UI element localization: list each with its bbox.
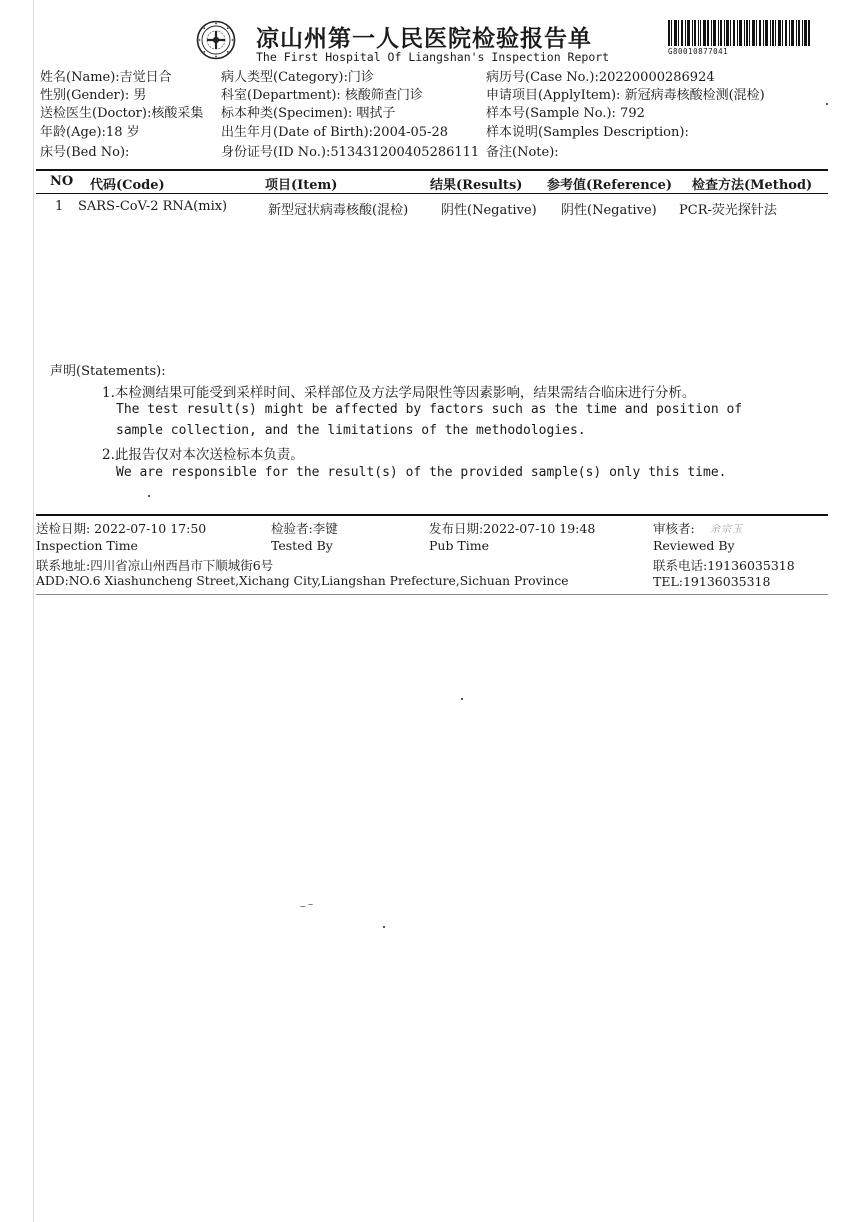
row-reference: 阴性(Negative) [561,203,657,218]
phone-en: TEL:19136035318 [653,574,771,589]
sample-number: 样本号(Sample No.): 792 [486,106,645,121]
scan-speck [461,698,463,700]
specimen-type: 标本种类(Specimen): 咽拭子 [221,106,396,121]
pub-time-label: Pub Time [429,538,490,553]
scan-speck [308,904,313,905]
row-no: 1 [55,199,64,214]
phone-cn: 联系电话:19136035318 [653,558,795,573]
reviewed-by-label: Reviewed By [653,538,735,553]
inspection-date: 送检日期: 2022-07-10 17:50 [36,521,207,536]
referring-doctor: 送检医生(Doctor):核酸采集 [40,106,204,121]
hospital-logo-icon [196,20,236,64]
footer-top-rule [36,514,828,516]
footer-bottom-rule [36,594,828,595]
col-header-reference: 参考值(Reference) [547,178,672,193]
statement-1-en-line1: The test result(s) might be affected by factors such as the time and position of [116,402,743,417]
barcode-number: G80010877041 [668,47,729,56]
report-title-cn: 凉山州第一人民医院检验报告单 [256,26,592,52]
statement-2-en: We are responsible for the result(s) of the provided sample(s) only this time. [116,465,727,480]
scan-speck [300,906,306,907]
patient-gender: 性别(Gender): 男 [40,88,147,103]
col-header-method: 检查方法(Method) [692,178,813,193]
department: 科室(Department): 核酸筛查门诊 [221,88,423,103]
row-item: 新型冠状病毒核酸(混检) [268,203,409,218]
col-header-code: 代码(Code) [90,178,165,193]
address-cn: 联系地址:四川省凉山州西昌市下顺城街6号 [36,558,274,573]
patient-category: 病人类型(Category):门诊 [221,70,374,85]
row-result: 阴性(Negative) [441,203,537,218]
scan-edge-line [33,0,34,1222]
note: 备注(Note): [486,145,559,160]
tested-by-label: Tested By [271,538,333,553]
address-en: ADD:NO.6 Xiashuncheng Street,Xichang City,Liangshan Prefecture,Sichuan Province [36,574,569,588]
col-header-item: 项目(Item) [265,178,338,193]
col-header-results: 结果(Results) [430,178,523,193]
statement-2-cn: 2.此报告仅对本次送检标本负责。 [102,447,304,463]
tested-by: 检验者:李键 [271,521,338,536]
reviewer: 审核者: [653,521,695,536]
table-top-rule [36,169,828,171]
statement-1-cn: 1.本检测结果可能受到采样时间、采样部位及方法学局限性等因素影响，结果需结合临床进行分析。 [102,385,696,401]
scan-speck [826,103,828,105]
row-method: PCR-荧光探针法 [679,203,777,218]
case-number: 病历号(Case No.):20220000286924 [486,70,715,85]
bed-number: 床号(Bed No): [40,145,130,160]
patient-age: 年龄(Age):18 岁 [40,125,140,140]
sample-description: 样本说明(Samples Description): [486,125,689,140]
report-title-en: The First Hospital Of Liangshan's Inspection Report [256,50,610,64]
pub-date: 发布日期:2022-07-10 19:48 [429,521,596,536]
row-code: SARS-CoV-2 RNA(mix) [78,199,228,214]
scan-speck [148,495,150,497]
statement-1-en-line2: sample collection, and the limitations of the methodologies. [116,423,586,438]
barcode [668,20,810,50]
apply-item: 申请项目(ApplyItem): 新冠病毒核酸检测(混检) [486,88,765,103]
table-header-rule [36,193,828,194]
date-of-birth: 出生年月(Date of Birth):2004-05-28 [221,125,448,140]
col-header-no: NO [50,174,74,189]
reviewer-signature: 余宗玉 [710,524,743,535]
id-number: 身份证号(ID No.):513431200405286111 [221,145,480,160]
patient-name: 姓名(Name):吉觉日合 [40,70,172,85]
statements-label: 声明(Statements): [50,364,166,379]
inspection-time-label: Inspection Time [36,538,138,553]
scan-speck [383,926,385,928]
